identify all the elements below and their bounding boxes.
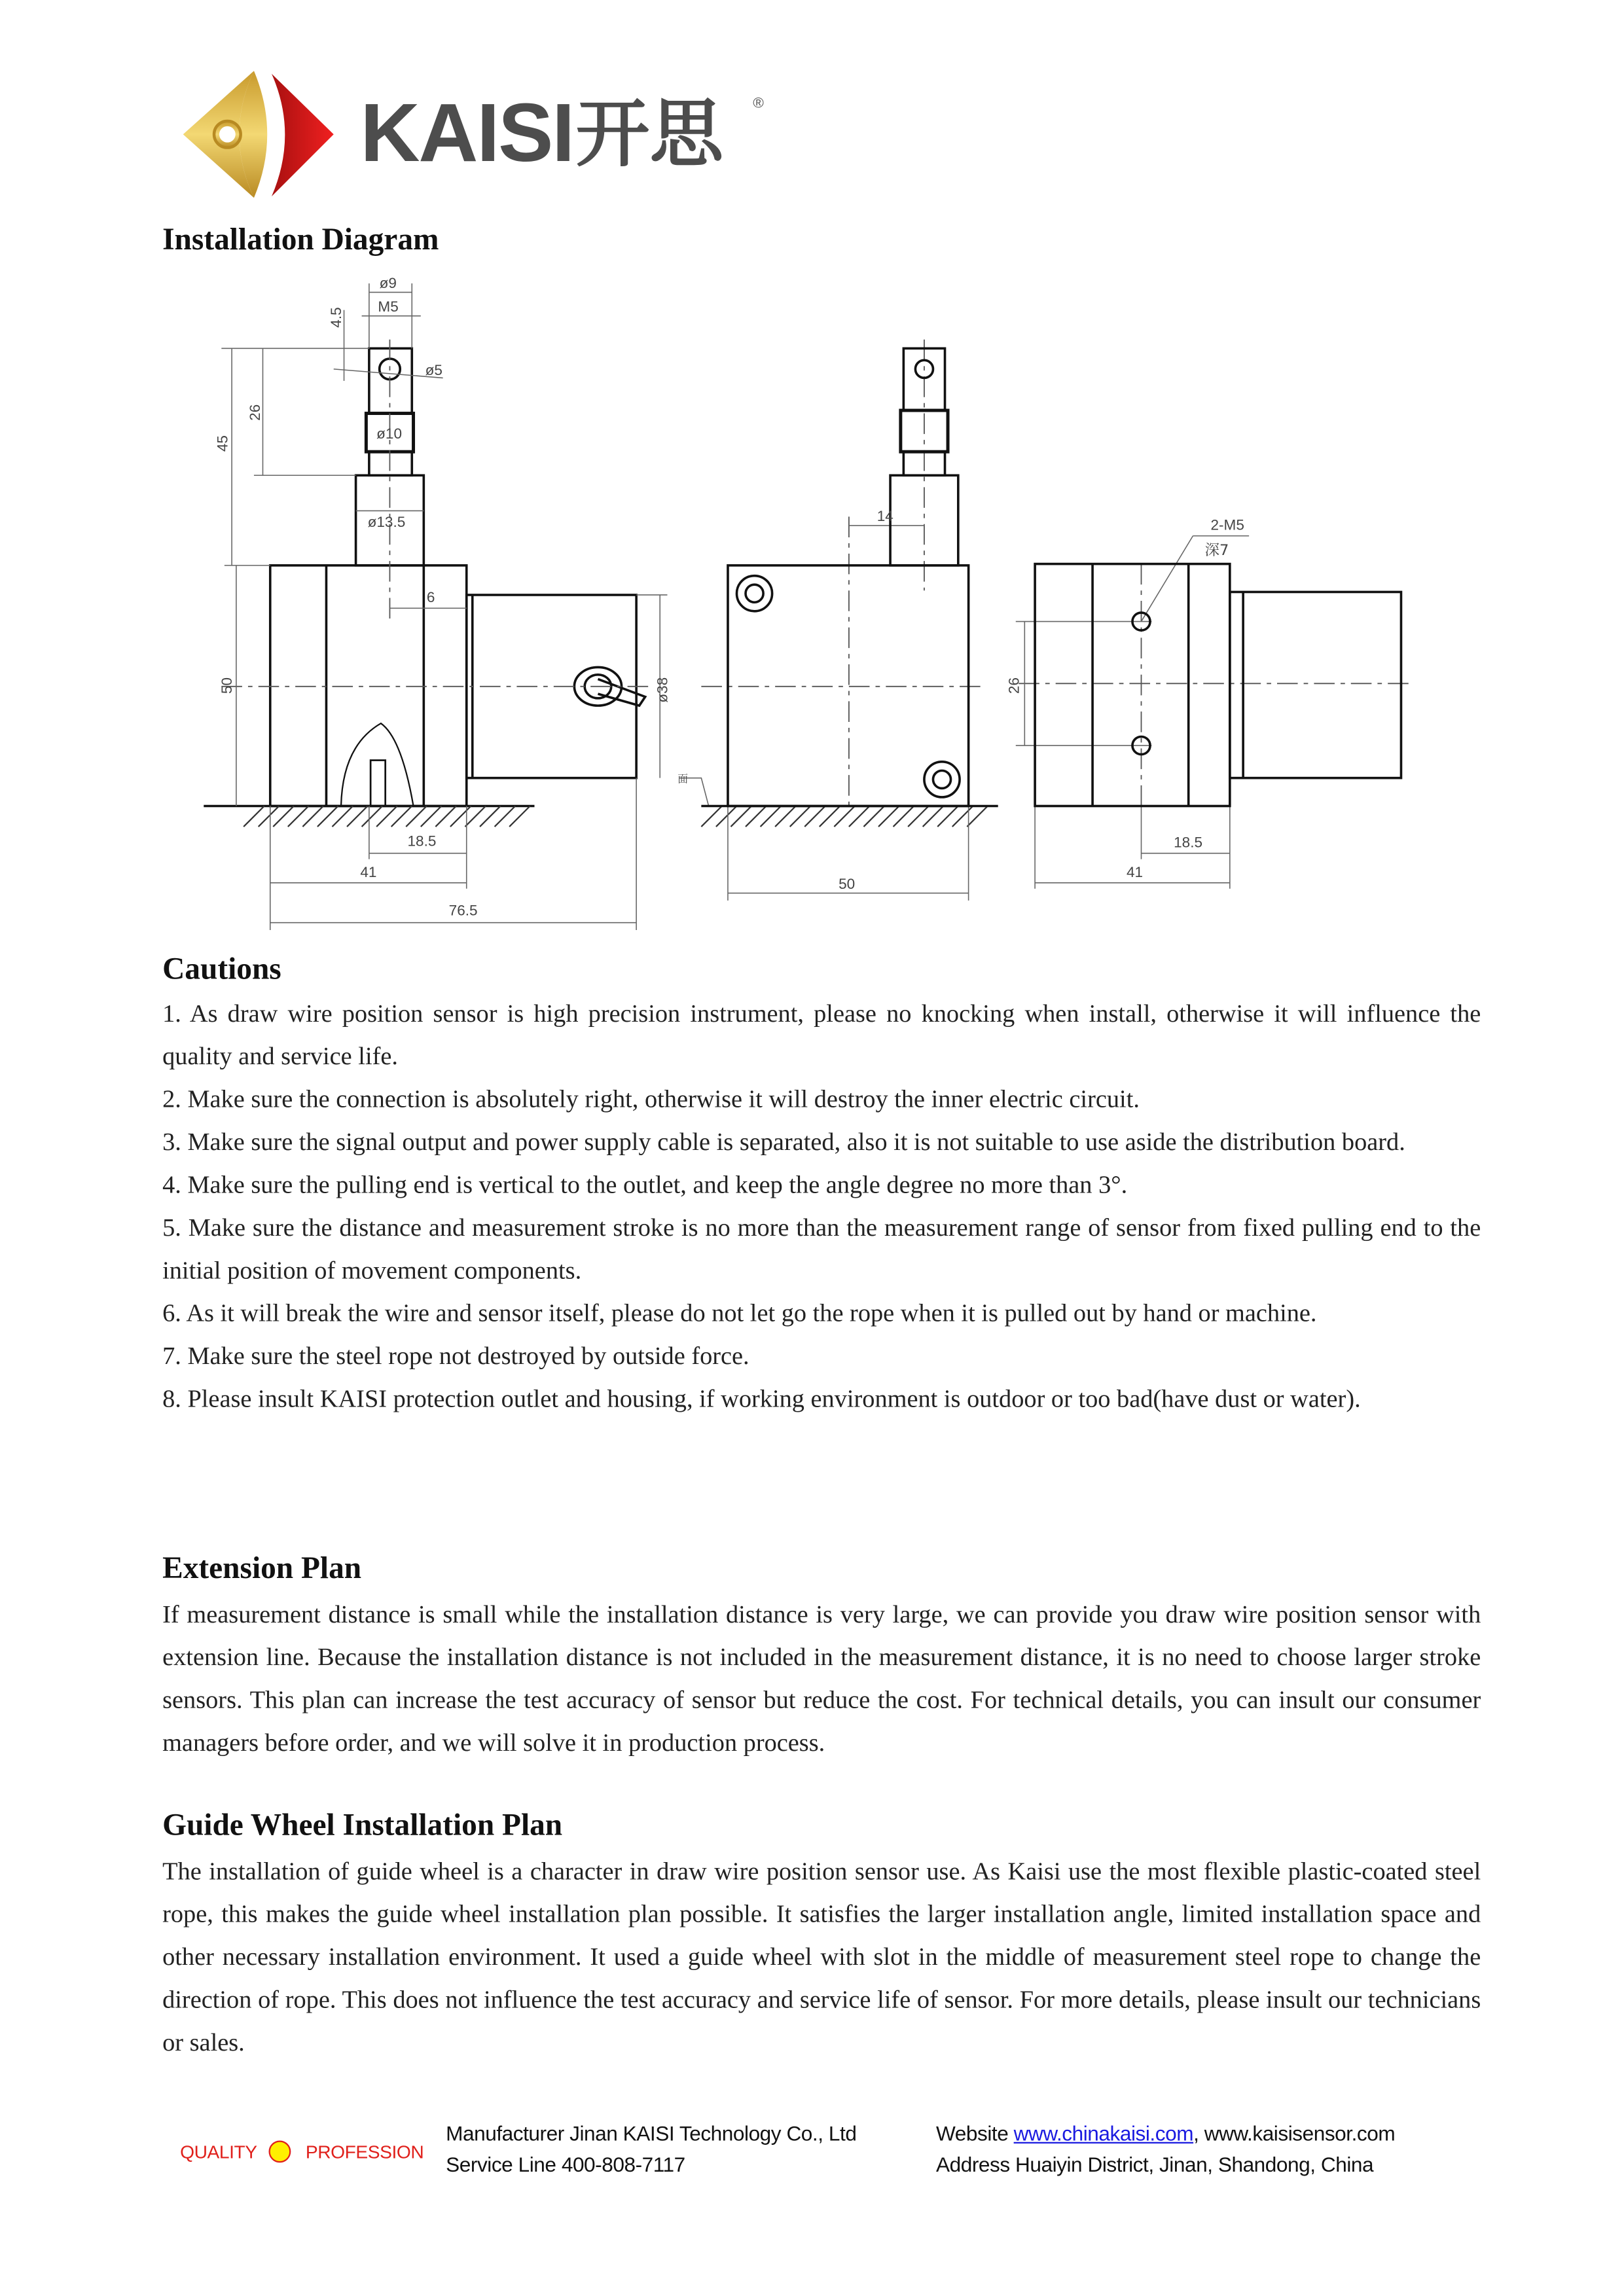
dim-18-5: 18.5 bbox=[407, 833, 437, 850]
middle-view-drawing bbox=[701, 348, 998, 806]
caution-item: 6. As it will break the wire and sensor itself, please do not let go the rope when it is pulled out by hand or machine. bbox=[162, 1299, 1317, 1327]
dim-4-5: 4.5 bbox=[328, 307, 345, 328]
dim-d10: ø10 bbox=[376, 425, 403, 442]
dim-d9: ø9 bbox=[379, 274, 397, 291]
installation-diagram bbox=[0, 0, 1624, 945]
centerlines bbox=[221, 340, 1414, 812]
dim-41-right: 41 bbox=[1126, 863, 1144, 880]
dim-26-right: 26 bbox=[1005, 677, 1022, 694]
left-view-hatch bbox=[244, 806, 988, 827]
logo-chinese-text: 开思 bbox=[575, 91, 724, 177]
caution-item: 1. As draw wire position sensor is high precision instrument, please no knocking when install, otherwise it will influence the quality and service life. bbox=[162, 999, 1481, 1071]
caution-item: 8. Please insult KAISI protection outlet and housing, if working environment is outdoor or too bad(have dust or water). bbox=[162, 1384, 1361, 1413]
footer-quality: QUALITY bbox=[180, 2142, 257, 2163]
footer-manufacturer: Manufacturer Jinan KAISI Technology Co., Ltd bbox=[446, 2121, 857, 2145]
dim-2-m5: 2-M5 bbox=[1210, 516, 1244, 533]
extension-paragraph: If measurement distance is small while the installation distance is very large, we can provide you draw wire position sensor with extension line. Because the installation distance is not included in the measurement distance, it is no need to choose larger stroke sensors. This plan can increase the test accuracy of sensor but reduce the cost. For technical details, you can insult our consumer managers before order, and we will solve it in production process. bbox=[162, 1600, 1481, 1757]
website-link[interactable]: www.chinakaisi.com bbox=[1013, 2121, 1194, 2145]
extension-plan-text bbox=[162, 1593, 1481, 1765]
website-extra: , www.kaisisensor.com bbox=[1193, 2121, 1396, 2145]
dim-m5: M5 bbox=[378, 298, 399, 315]
dim-26: 26 bbox=[246, 404, 263, 421]
dim-face-mark: 面 bbox=[677, 774, 689, 785]
dim-d13-5: ø13.5 bbox=[367, 514, 406, 531]
footer-profession: PROFESSION bbox=[305, 2142, 424, 2163]
cautions-heading: Cautions bbox=[162, 950, 281, 986]
caution-item: 5. Make sure the distance and measurement stroke is no more than the measurement range of sensor from fixed pulling end to the initial position of movement components. bbox=[162, 1213, 1481, 1285]
installation-diagram-heading: Installation Diagram bbox=[162, 221, 439, 257]
guide-paragraph: The installation of guide wheel is a character in draw wire position sensor use. As Kaisi use the most flexible plastic-coated steel rope, this makes the guide wheel installation plan possible. It satisfies the larger installation angle, limited installation space and other necessary installation environment. It used a guide wheel with slot in the middle of measurement steel rope to change the direction of rope. This does not influence the test accuracy and service life of sensor. For more details, please insult our technicians or sales. bbox=[162, 1857, 1481, 2056]
logo-brand-text: KAISI bbox=[360, 85, 573, 179]
footer-address: Address Huaiyin District, Jinan, Shandong, China bbox=[935, 2152, 1374, 2176]
dim-depth-7: 深7 bbox=[1204, 542, 1229, 560]
dim-14: 14 bbox=[876, 508, 893, 525]
caution-item: 3. Make sure the signal output and power supply cable is separated, also it is not suitable to use aside the distribution board. bbox=[162, 1128, 1405, 1157]
dim-18-5-right: 18.5 bbox=[1174, 834, 1203, 851]
dim-6: 6 bbox=[426, 589, 435, 606]
left-view-drawing bbox=[204, 348, 645, 806]
dim-50-height: 50 bbox=[219, 677, 236, 694]
logo-registered-mark: ® bbox=[753, 96, 764, 113]
guide-wheel-heading: Guide Wheel Installation Plan bbox=[162, 1806, 563, 1842]
website-label: Website bbox=[935, 2121, 1014, 2145]
caution-item: 4. Make sure the pulling end is vertical to the outlet, and keep the angle degree no more than 3°. bbox=[162, 1170, 1128, 1199]
cautions-list bbox=[162, 992, 1481, 1420]
dimension-lines bbox=[221, 283, 1249, 930]
dim-45: 45 bbox=[214, 435, 231, 452]
dim-41: 41 bbox=[360, 863, 377, 880]
quality-circle-icon bbox=[269, 2140, 291, 2162]
footer-website bbox=[936, 2121, 1395, 2145]
dim-d5: ø5 bbox=[425, 361, 442, 378]
footer-service-line: Service Line 400-808-7117 bbox=[446, 2152, 685, 2176]
dim-76-5: 76.5 bbox=[448, 902, 478, 919]
caution-item: 2. Make sure the connection is absolutely right, otherwise it will destroy the inner electric circuit. bbox=[162, 1085, 1140, 1113]
guide-wheel-text bbox=[162, 1850, 1481, 2064]
extension-plan-heading: Extension Plan bbox=[162, 1550, 362, 1586]
dim-d38: ø38 bbox=[654, 677, 671, 703]
dim-50-width: 50 bbox=[839, 875, 856, 892]
right-view-drawing bbox=[1035, 564, 1401, 806]
caution-item: 7. Make sure the steel rope not destroyed by outside force. bbox=[162, 1342, 749, 1371]
